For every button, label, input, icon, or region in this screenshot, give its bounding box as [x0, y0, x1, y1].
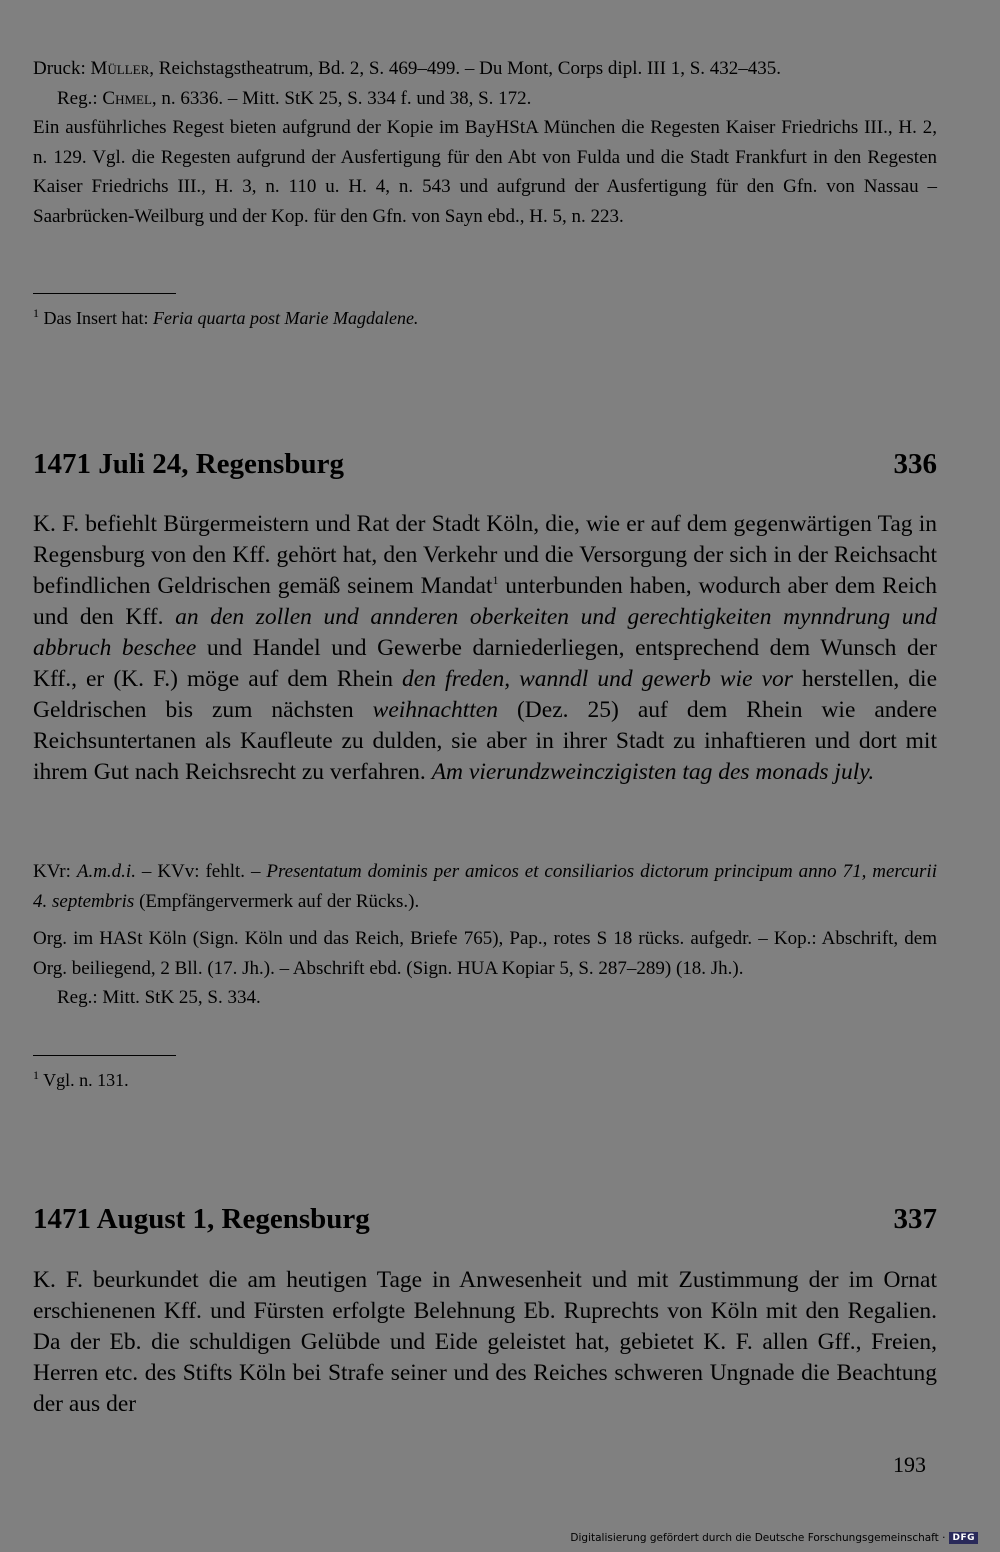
- reg-author: Chmel: [102, 87, 152, 109]
- footnote-text: Vgl. n. 131.: [39, 1070, 129, 1090]
- kv-italic: Presentatum dominis per amicos et consiliarios dictorum principum anno 71, mercurii 4. septembris: [33, 861, 937, 912]
- druck-label: Druck:: [33, 58, 91, 79]
- regest-segment: K. F. befiehlt Bürgermeistern und Rat der Stadt Köln, die, wie er auf dem gegenwärtigen Tag in Regensburg von den Kff. gehört hat, den Verkehr und die Versorgung der sich in der Reichsacht befindlichen Geldrischen gemäß seinem Mandat: [33, 511, 937, 599]
- entry-date-place: 1471 Juli 24, Regensburg: [33, 448, 344, 480]
- entry-337-heading: [33, 1203, 937, 1236]
- kv-italic: A.m.d.i.: [76, 861, 136, 882]
- entry-336-apparatus: [33, 857, 937, 1013]
- regest-note: Ein ausführliches Regest bieten aufgrund der Kopie im BayHStA München die Regesten Kaiser Friedrichs III., H. 2, n. 129. Vgl. die Regesten aufgrund der Ausfertigung für den Abt von Fulda und die Stadt Frankfurt in den Regesten Kaiser Friedrichs III., H. 3, n. 110 u. H. 4, n. 543 und aufgrund der Ausfertigung für den Gfn. von Nassau – Saarbrücken-Weilburg und der Kop. für den Gfn. von Sayn ebd., H. 5, n. 223.: [33, 117, 937, 227]
- credit-text: Digitalisierung gefördert durch die Deutsche Forschungsgemeinschaft ·: [570, 1532, 946, 1544]
- regest-text: K. F. beurkundet die am heutigen Tage in Anwesenheit und mit Zustimmung der im Ornat erschienenen Kff. und Fürsten erfolgte Belehnung Eb. Ruprechts von Köln mit den Regalien. Da der Eb. die schuldigen Gelübde und Eide geleistet hat, gebietet K. F. allen Gff., Freien, Herren etc. des Stifts Köln bei Strafe seiner und des Reiches schweren Ungnade die Beachtung der aus der: [33, 1267, 937, 1417]
- dfg-logo-icon: DFG: [949, 1532, 978, 1544]
- druck-author: Müller: [90, 58, 150, 79]
- footnote-mark: 1: [33, 306, 39, 320]
- reg-rest: , n. 6336. – Mitt. StK 25, S. 334 f. und 38, S. 172.: [151, 87, 532, 109]
- kv-segment: KVr:: [33, 861, 77, 882]
- digitization-credit: [570, 1532, 978, 1544]
- entry-number: 336: [893, 448, 937, 480]
- footnote-divider: [33, 1055, 176, 1056]
- quote-segment: Am vierundzweinczigisten tag des monads july.: [431, 759, 875, 785]
- reg-line: [33, 84, 937, 114]
- druck-line: [33, 54, 937, 84]
- entry-337-body: [33, 1265, 937, 1420]
- entry-336-body: [33, 509, 937, 788]
- footnote-mark: 1: [33, 1068, 39, 1082]
- reg-line: Reg.: Mitt. StK 25, S. 334.: [57, 987, 261, 1008]
- quote-segment: weihnachtten: [372, 697, 498, 723]
- footnote-divider: [33, 293, 176, 294]
- kanzleivermerk: [33, 857, 937, 916]
- regest-segment: (Dez. 25) auf dem Rhein wie andere Reichsuntertanen als Kaufleute zu dulden, sie aber in ihrer Stadt zu inhaftieren und dort mit ihrem Gut nach Reichsrecht zu verfahren.: [33, 697, 937, 785]
- footnote-prefix: Das Insert hat:: [39, 308, 153, 328]
- entry-number: 337: [893, 1203, 937, 1235]
- footnote-italic: Feria quarta post Marie Magdalene.: [152, 308, 419, 328]
- quote-segment: den freden, wanndl und gewerb wie vor: [402, 666, 793, 692]
- entry-336-heading: [33, 448, 937, 481]
- regest-text: [33, 509, 937, 788]
- regest-segment: unterbunden haben, wodurch aber dem Reich und den Kff.: [33, 573, 937, 630]
- kv-segment: – KVv: fehlt. –: [135, 861, 267, 882]
- regest-segment: und Handel und Gewerbe darniederliegen, entsprechend dem Wunsch der Kff., er (K. F.) möge auf dem Rhein: [33, 635, 937, 692]
- footnote-ref: 1: [492, 573, 499, 588]
- overlieferung: Org. im HASt Köln (Sign. Köln und das Reich, Briefe 765), Pap., rotes S 18 rücks. aufgedr. – Kop.: Abschrift, dem Org. beiliegend, 2 Bll. (17. Jh.). – Abschrift ebd. (Sign. HUA Kopiar 5, S. 287–289) (18. Jh.).: [33, 928, 937, 979]
- druck-rest: , Reichstagstheatrum, Bd. 2, S. 469–499. – Du Mont, Corps dipl. III 1, S. 432–435.: [149, 58, 782, 79]
- entry-335-tail: [33, 54, 937, 231]
- regest-segment: herstellen, die Geldrischen bis zum nächsten: [33, 666, 938, 723]
- footnote-335: [33, 306, 418, 330]
- kv-segment: (Empfängervermerk auf der Rücks.).: [134, 890, 420, 912]
- reg-label: Reg.:: [57, 87, 103, 109]
- entry-date-place: 1471 August 1, Regensburg: [33, 1203, 370, 1235]
- quote-segment: an den zollen und annderen oberkeiten und gerechtigkeiten mynndrung und abbruch beschee: [33, 604, 937, 661]
- page-number: 193: [893, 1452, 926, 1477]
- footnote-336: [33, 1068, 129, 1092]
